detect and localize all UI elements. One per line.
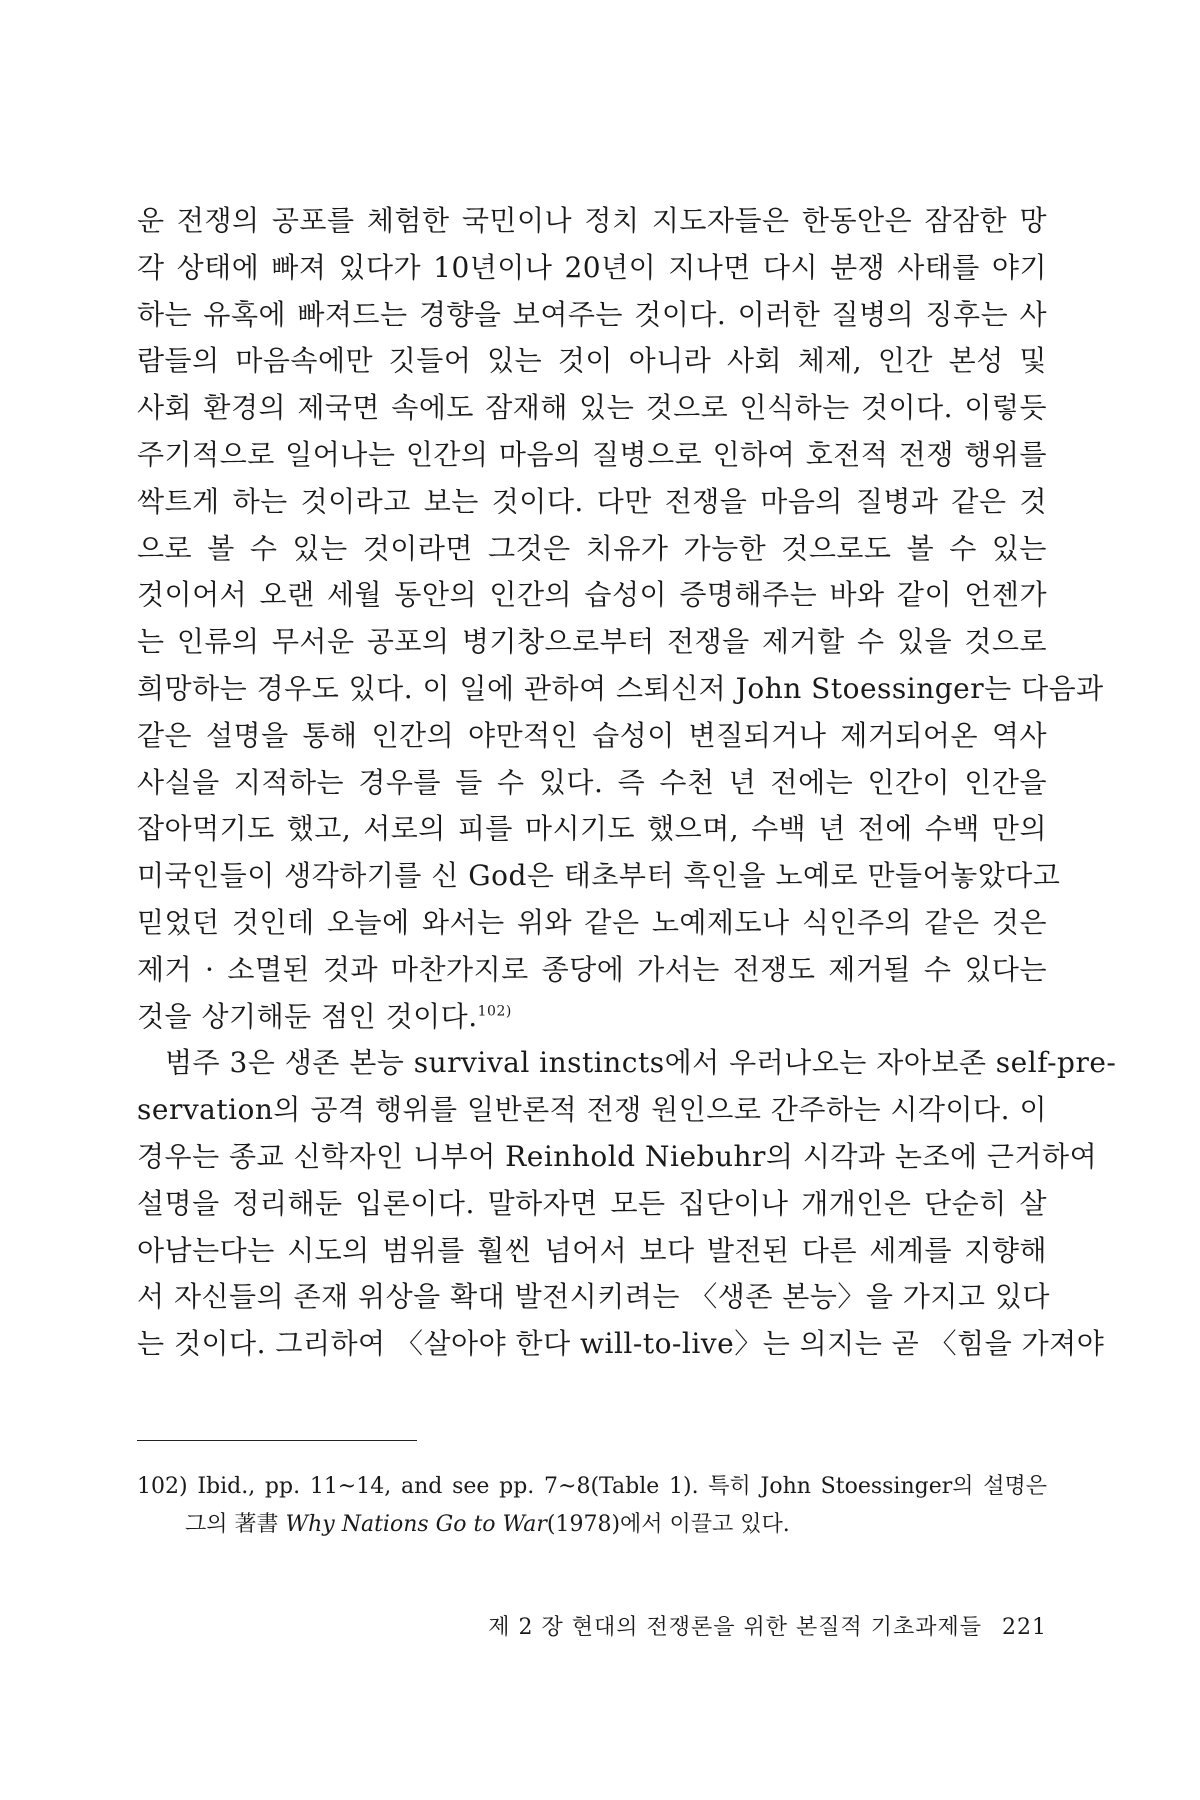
text-line: 람들의 마음속에만 깃들어 있는 것이 아니라 사회 체제, 인간 본성 및 [137,344,1047,378]
text-line: servation의 공격 행위를 일반론적 전쟁 원인으로 간주하는 시각이다. 이 [137,1093,1047,1127]
text-line: 서 자신들의 존재 위상을 확대 발전시키려는 〈생존 본능〉을 가지고 있다 [137,1280,1050,1314]
text-line: 같은 설명을 통해 인간의 야만적인 습성이 변질되거나 제거되어온 역사 [137,718,1047,752]
footnote-divider [137,1440,417,1441]
text-line: 믿었던 것인데 오늘에 와서는 위와 같은 노예제도나 식인주의 같은 것은 [137,905,1047,939]
text-line: 싹트게 하는 것이라고 보는 것이다. 다만 전쟁을 마음의 질병과 같은 것 [137,484,1047,518]
text-line: 으로 볼 수 있는 것이라면 그것은 치유가 가능한 것으로도 볼 수 있는 [137,531,1047,565]
text-line: 는 인류의 무서운 공포의 병기창으로부터 전쟁을 제거할 수 있을 것으로 [137,625,1047,659]
text-line: 는 것이다. 그리하여 〈살아야 한다 will-to-live〉는 의지는 곧 〈힘을 가져야 [137,1327,1105,1361]
text-line: 제거 · 소멸된 것과 마찬가지로 종당에 가서는 전쟁도 제거될 수 있다는 [137,952,1047,986]
paragraph-end-line [137,994,1047,1041]
running-footer [400,1610,1047,1641]
text-line: 사회 환경의 제국면 속에도 잠재해 있는 것으로 인식하는 것이다. 이렇듯 [137,391,1047,425]
footnote-line [137,1506,1047,1544]
page-number: 221 [1002,1615,1047,1640]
chapter-title: 제 2 장 현대의 전쟁론을 위한 본질적 기초과제들 [488,1615,982,1640]
text-line: 사실을 지적하는 경우를 들 수 있다. 즉 수천 년 전에는 인간이 인간을 [137,765,1047,799]
text-line: 것을 상기해둔 점인 것이다. [137,999,478,1033]
footnote-text: 그의 著書 [185,1512,286,1537]
book-title: Why Nations Go to War [285,1512,547,1537]
text-line: 범주 3은 생존 본능 survival instincts에서 우러나오는 자아보존 self-pre- [165,1046,1117,1080]
footnote-line [137,1468,1047,1506]
footnote-text: (1978)에서 이끌고 있다. [546,1512,790,1537]
text-line: 운 전쟁의 공포를 체험한 국민이나 정치 지도자들은 한동안은 잠잠한 망 [137,204,1047,237]
text-line: 주기적으로 일어나는 인간의 마음의 질병으로 인하여 호전적 전쟁 행위를 [137,437,1047,471]
footnote [137,1468,1047,1544]
text-line: 것이어서 오랜 세월 동안의 인간의 습성이 증명해주는 바와 같이 언젠가 [137,578,1047,612]
footnote-text: Ibid., pp. 11~14, and see pp. 7~8(Table 1). 특히 John Stoessinger의 설명은 [197,1474,1047,1499]
text-line: 미국인들이 생각하기를 신 God은 태초부터 흑인을 노예로 만들어놓았다고 [137,859,1061,893]
text-line: 각 상태에 빠져 있다가 10년이나 20년이 지나면 다시 분쟁 사태를 야기 [137,250,1047,284]
text-line: 잡아먹기도 했고, 서로의 피를 마시기도 했으며, 수백 년 전에 수백 만의 [137,812,1047,846]
text-line: 아남는다는 시도의 범위를 훨씬 넘어서 보다 발전된 다른 세계를 지향해 [137,1233,1047,1267]
text-line: 희망하는 경우도 있다. 이 일에 관하여 스퇴신저 John Stoessinger는 다음과 [137,671,1104,705]
footnote-reference: 102) [477,1003,512,1020]
footnote-number: 102) [137,1474,188,1499]
text-line: 경우는 종교 신학자인 니부어 Reinhold Niebuhr의 시각과 논조에 근거하여 [137,1139,1098,1173]
body-text [137,198,1117,1368]
text-line: 하는 유혹에 빠져드는 경향을 보여주는 것이다. 이러한 질병의 징후는 사 [137,297,1047,331]
text-line: 설명을 정리해둔 입론이다. 말하자면 모든 집단이나 개개인은 단순히 살 [137,1186,1047,1220]
